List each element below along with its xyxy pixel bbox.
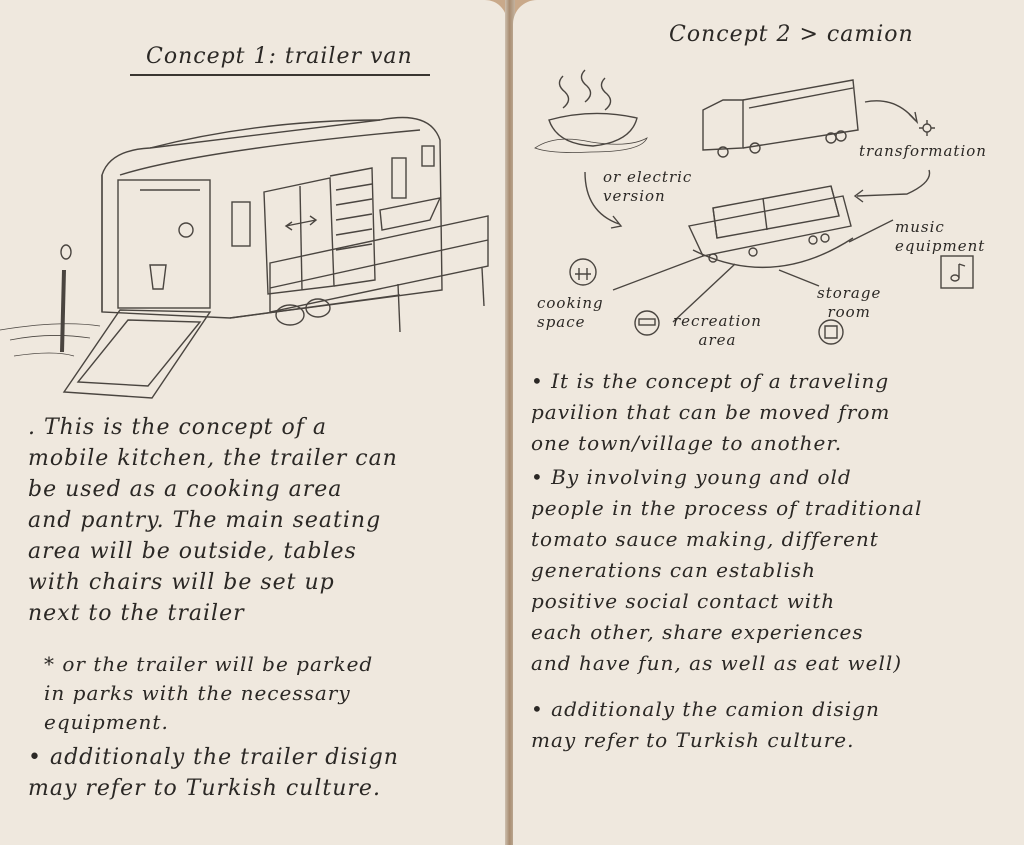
label-recreation-area: recreation area <box>673 312 762 349</box>
title-underline <box>130 74 430 76</box>
concept-1-paragraph-3: • additionaly the trailer disign may refer to Turkish culture. <box>28 745 399 801</box>
label-music-equipment: music equipment <box>895 218 986 255</box>
label-cooking-space: cooking space <box>537 294 604 331</box>
concept-1-title: Concept 1: trailer van <box>146 44 413 69</box>
concept-1-paragraph-1: . This is the concept of a mobile kitchen, the trailer can be used as a cooking area and pantry. The main seating area will be outside, tables with chairs will be set up next to the trailer <box>28 415 398 626</box>
label-storage-room: storage room <box>817 284 882 321</box>
concept-2-paragraph-3: • additionaly the camion disign may refer to Turkish culture. <box>531 697 880 752</box>
concept-1-paragraph-2: * or the trailer will be parked in parks with the necessary equipment. <box>44 652 374 734</box>
left-notebook-page <box>0 0 507 845</box>
concept-2-paragraph-2: • By involving young and old people in the process of traditional tomato sauce making, different generations can establish positive social contact with each other, share experiences and have fun, as well as eat well) <box>531 465 923 675</box>
trailer-van-sketch <box>0 80 500 410</box>
label-transformation: transformation <box>859 142 987 160</box>
concept-2-paragraph-1: • It is the concept of a traveling pavilion that can be moved from one town/village to another. <box>531 369 891 455</box>
label-electric-version: or electric version <box>603 168 693 205</box>
concept-2-title: Concept 2 > camion <box>669 22 914 47</box>
right-notebook-page <box>513 0 1024 845</box>
